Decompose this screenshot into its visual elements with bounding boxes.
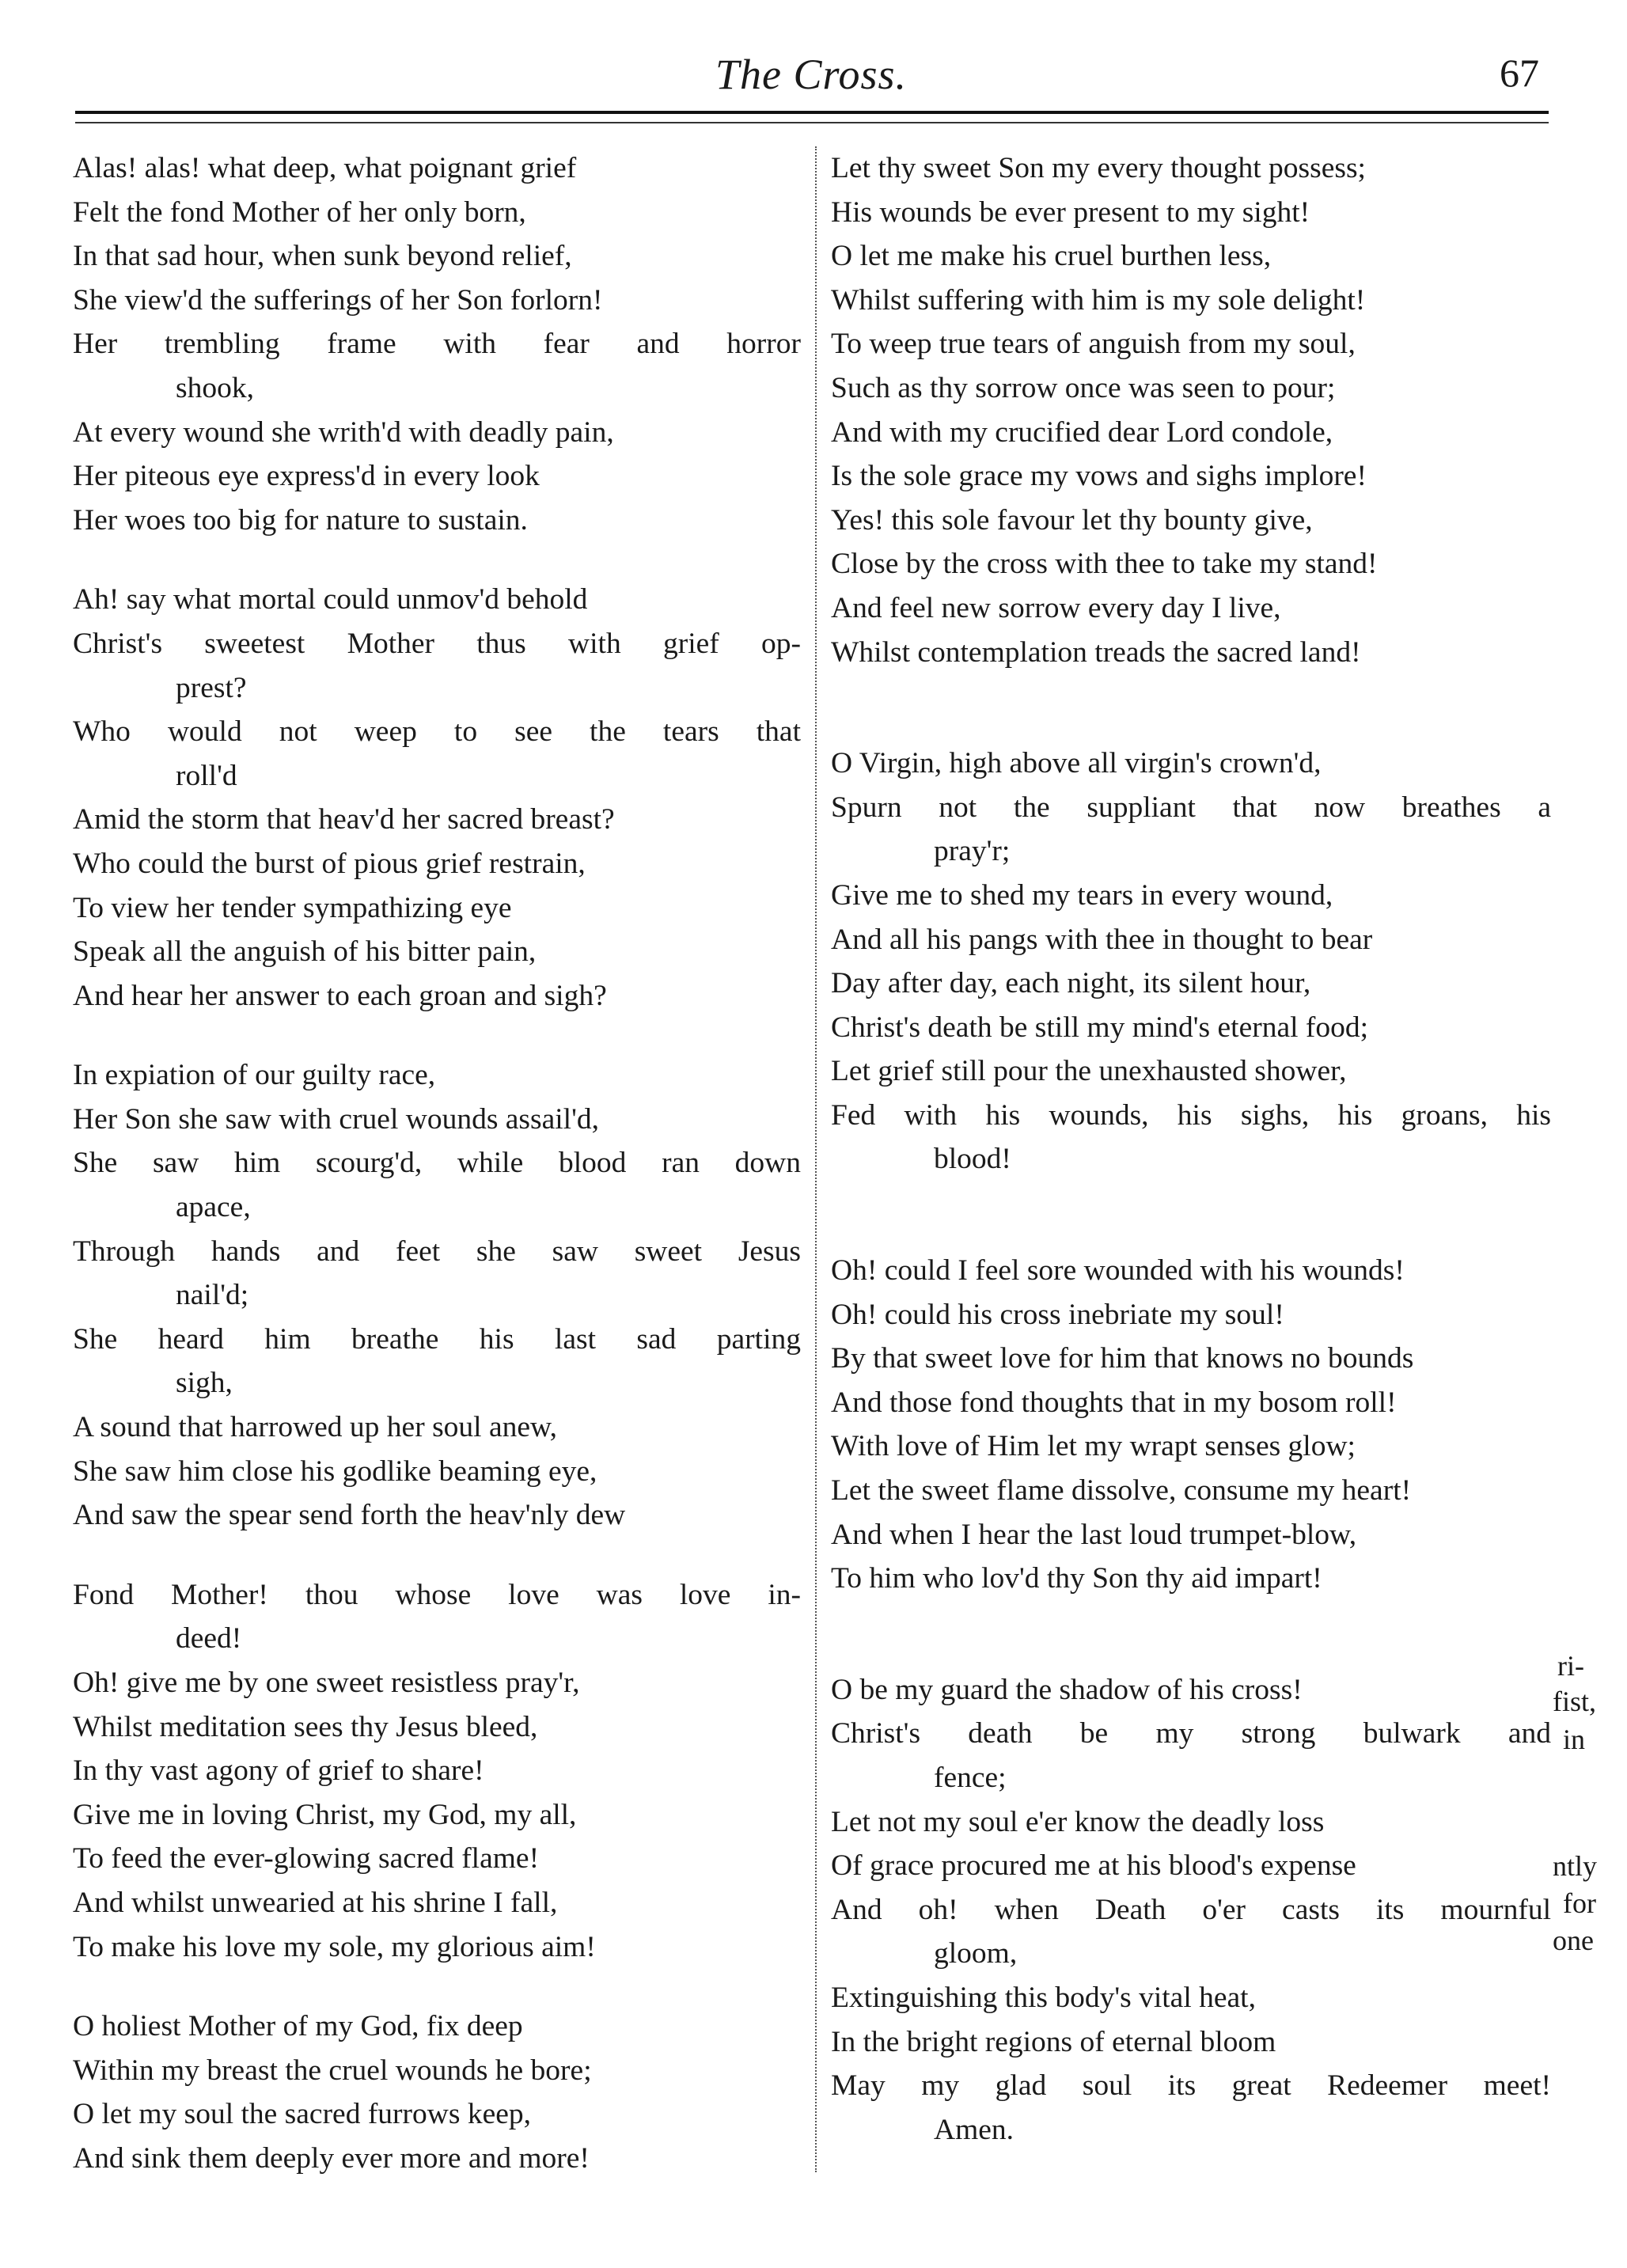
poem-line: Within my breast the cruel wounds he bore; xyxy=(73,2054,592,2087)
poem-line: And hear her answer to each groan and sigh? xyxy=(73,979,607,1012)
poem-line: roll'd xyxy=(176,759,237,792)
stanza xyxy=(831,1668,1551,2152)
poem-line: She heard him breathe his last sad parting xyxy=(73,1322,801,1356)
poem-line: To weep true tears of anguish from my soul, xyxy=(831,328,1356,361)
poem-line: Oh! give me by one sweet resistless pray'r, xyxy=(73,1667,580,1699)
poem-line: Whilst suffering with him is my sole delight! xyxy=(831,283,1366,317)
poem-line: She saw him scourg'd, while blood ran down xyxy=(73,1147,801,1180)
poem-line: blood! xyxy=(934,1143,1011,1176)
poem-line: And feel new sorrow every day I live, xyxy=(831,591,1281,624)
poem-line: Is the sole grace my vows and sighs implore! xyxy=(831,460,1367,493)
poem-line: Felt the fond Mother of her only born, xyxy=(73,195,526,229)
poem-line: At every wound she writh'd with deadly pain, xyxy=(73,415,614,449)
running-title: The Cross. xyxy=(715,51,908,98)
poem-line: Give me in loving Christ, my God, my all, xyxy=(73,1798,577,1831)
left-column xyxy=(73,146,801,2217)
stanza xyxy=(73,1053,801,1538)
poem-line: deed! xyxy=(176,1622,242,1655)
poem-line: To view her tender sympathizing eye xyxy=(73,891,512,924)
poem-line: Fed with his wounds, his sighs, his groans, his xyxy=(831,1098,1551,1132)
poem-line: gloom, xyxy=(934,1937,1018,1970)
poem-line: She view'd the sufferings of her Son forlorn! xyxy=(73,283,603,317)
stanza xyxy=(73,578,801,1018)
poem-line: Her piteous eye express'd in every look xyxy=(73,460,540,493)
poem-line: A sound that harrowed up her soul anew, xyxy=(73,1411,558,1444)
poem-line: Christ's sweetest Mother thus with grief op- xyxy=(73,627,801,660)
poem-line: And all his pangs with thee in thought to bear xyxy=(831,923,1373,956)
poem-line: She saw him close his godlike beaming eye, xyxy=(73,1454,597,1488)
right-column xyxy=(831,146,1551,2187)
poem-line: Of grace procured me at his blood's expense xyxy=(831,1849,1356,1883)
margin-fragment: fist, xyxy=(1553,1686,1597,1717)
margin-fragment: in xyxy=(1563,1724,1586,1755)
poem-line: Day after day, each night, its silent hour, xyxy=(831,967,1311,1000)
poem-line: Her Son she saw with cruel wounds assail'd, xyxy=(73,1102,599,1136)
stanza xyxy=(73,1573,801,1969)
poem-line: Let not my soul e'er know the deadly loss xyxy=(831,1805,1325,1838)
poem-line: May my glad soul its great Redeemer meet! xyxy=(831,2069,1551,2103)
poem-line: sigh, xyxy=(176,1367,233,1400)
poem-line: And oh! when Death o'er casts its mournful xyxy=(831,1893,1551,1926)
stanza xyxy=(831,146,1551,674)
poem-line: Fond Mother! thou whose love was love in- xyxy=(73,1578,801,1611)
poem-line: Her trembling frame with fear and horror xyxy=(73,328,801,361)
margin-fragment: ntly xyxy=(1553,1850,1598,1882)
poem-line: And sink them deeply ever more and more! xyxy=(73,2141,590,2175)
poem-line: prest? xyxy=(176,671,247,704)
poem-line: In thy vast agony of grief to share! xyxy=(73,1754,484,1788)
poem-line: And saw the spear send forth the heav'nly dew xyxy=(73,1499,626,1532)
poem-line: Yes! this sole favour let thy bounty give, xyxy=(831,503,1313,537)
poem-line: O Virgin, high above all virgin's crown'd, xyxy=(831,747,1322,780)
poem-line: And when I hear the last loud trumpet-blow, xyxy=(831,1518,1357,1551)
poem-line: Let the sweet flame dissolve, consume my heart! xyxy=(831,1474,1412,1508)
poem-line: To feed the ever-glowing sacred flame! xyxy=(73,1842,540,1875)
poem-line: Extinguishing this body's vital heat, xyxy=(831,1981,1256,2014)
poem-line: Who could the burst of pious grief restrain, xyxy=(73,847,586,880)
poem-line: With love of Him let my wrapt senses glow; xyxy=(831,1430,1356,1463)
poem-line: O holiest Mother of my God, fix deep xyxy=(73,2010,523,2043)
poem-line: fence; xyxy=(934,1762,1007,1794)
poem-line: Spurn not the suppliant that now breathes a xyxy=(831,791,1551,824)
column-divider xyxy=(815,146,817,2172)
poem-line: Close by the cross with thee to take my stand! xyxy=(831,548,1378,581)
poem-line: Ah! say what mortal could unmov'd behold xyxy=(73,583,588,616)
stanza xyxy=(831,1249,1551,1601)
poem-line: Christ's death be my strong bulwark and xyxy=(831,1717,1551,1750)
poem-line: nail'd; xyxy=(176,1279,249,1312)
poem-line: Who would not weep to see the tears that xyxy=(73,715,801,749)
poem-line: O let me make his cruel burthen less, xyxy=(831,240,1272,273)
page-number: 67 xyxy=(1500,51,1539,95)
poem-line: Let grief still pour the unexhausted shower, xyxy=(831,1055,1347,1088)
poem-line: In the bright regions of eternal bloom xyxy=(831,2025,1276,2058)
poem-line: Oh! could I feel sore wounded with his wounds! xyxy=(831,1254,1405,1288)
margin-fragment: ri- xyxy=(1557,1650,1584,1682)
poem-line: Such as thy sorrow once was seen to pour; xyxy=(831,371,1336,404)
poem-line: By that sweet love for him that knows no bounds xyxy=(831,1342,1414,1375)
margin-fragment: for xyxy=(1563,1887,1596,1919)
poem-line: Whilst contemplation treads the sacred land! xyxy=(831,635,1361,669)
poem-line: And whilst unwearied at his shrine I fall, xyxy=(73,1886,558,1919)
poem-line: And with my crucified dear Lord condole, xyxy=(831,415,1333,449)
poem-line: apace, xyxy=(176,1191,251,1224)
poem-line: Whilst meditation sees thy Jesus bleed, xyxy=(73,1710,538,1743)
poem-line: Let thy sweet Son my every thought possess; xyxy=(831,152,1366,184)
poem-line: In expiation of our guilty race, xyxy=(73,1059,436,1092)
poem-line: And those fond thoughts that in my bosom roll! xyxy=(831,1386,1397,1419)
poem-line: Give me to shed my tears in every wound, xyxy=(831,878,1333,912)
header-rule xyxy=(75,111,1549,123)
poem-line: Through hands and feet she saw sweet Jesus xyxy=(73,1235,801,1268)
poem-line: Speak all the anguish of his bitter pain, xyxy=(73,935,537,969)
page-header xyxy=(75,44,1547,115)
stanza xyxy=(73,2004,801,2180)
poem-line: Her woes too big for nature to sustain. xyxy=(73,503,528,537)
poem-line: Christ's death be still my mind's eternal food; xyxy=(831,1011,1369,1044)
poem-line: O be my guard the shadow of his cross! xyxy=(831,1673,1303,1706)
poem-line: pray'r; xyxy=(934,835,1011,868)
poem-line: Amid the storm that heav'd her sacred breast? xyxy=(73,803,615,836)
poem-line: To him who lov'd thy Son thy aid impart! xyxy=(831,1562,1322,1595)
poem-line: To make his love my sole, my glorious aim! xyxy=(73,1930,596,1963)
poem-line: In that sad hour, when sunk beyond relief, xyxy=(73,240,572,273)
poem-line: Alas! alas! what deep, what poignant grief xyxy=(73,152,577,184)
stanza xyxy=(73,146,801,542)
poem-line: Oh! could his cross inebriate my soul! xyxy=(831,1298,1284,1331)
margin-fragment: one xyxy=(1553,1925,1594,1956)
poem-line: shook, xyxy=(176,371,254,404)
poem-line: His wounds be ever present to my sight! xyxy=(831,195,1310,229)
stanza xyxy=(831,741,1551,1181)
poem-line: O let my soul the sacred furrows keep, xyxy=(73,2098,531,2131)
poem-line: Amen. xyxy=(934,2113,1015,2146)
